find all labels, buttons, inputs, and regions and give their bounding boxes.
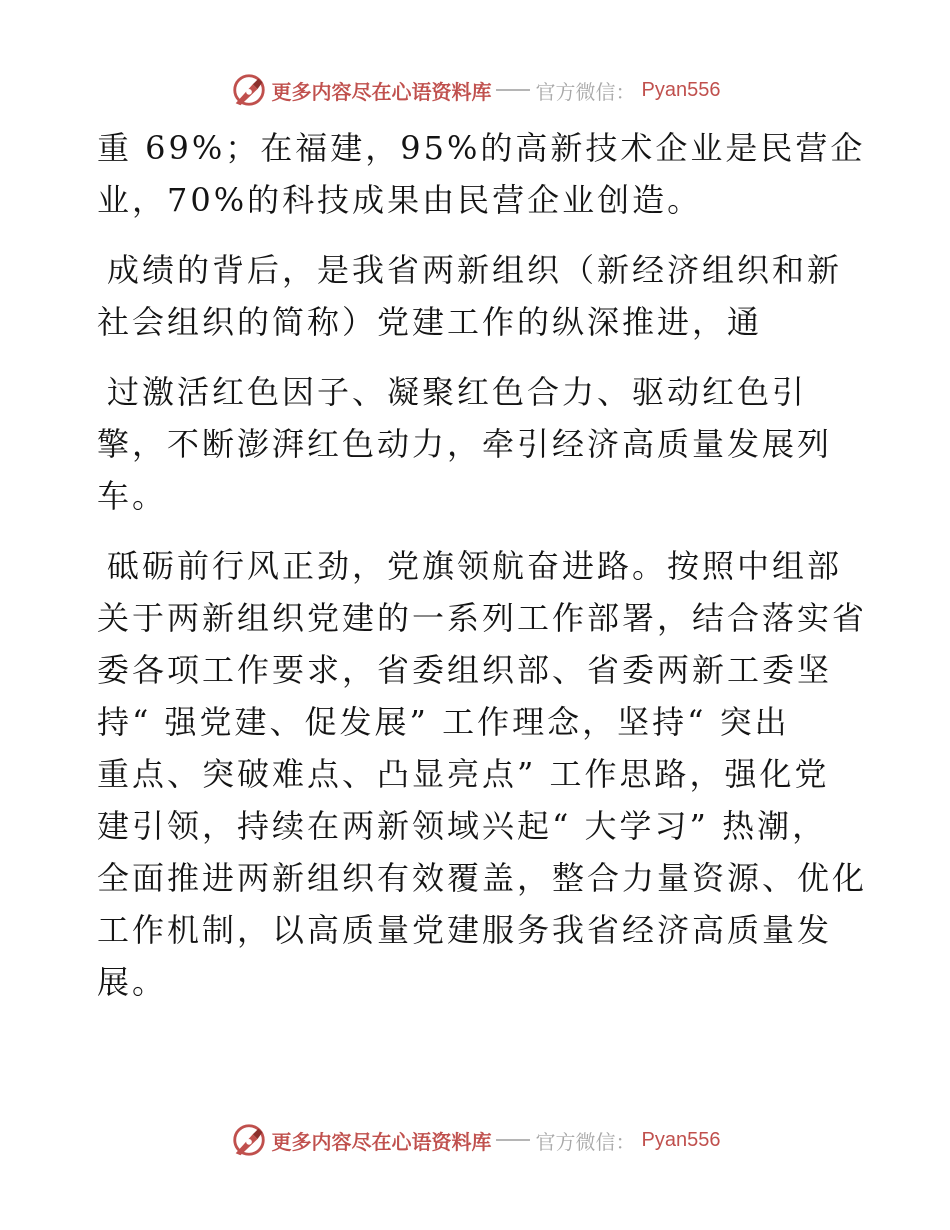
header-banner (0, 68, 950, 112)
wechat-label: 官方微信： (535, 79, 636, 104)
wechat-id: Pyan556 (641, 1128, 721, 1151)
text-line: 砥砺前行风正劲，党旗领航奋进路。按照中组部 (107, 547, 843, 585)
banner-separator (496, 89, 530, 91)
banner-slogan: 更多内容尽在心语资料库 (271, 1129, 492, 1154)
text-line: 重 69%；在福建，95%的高新技术企业是民营企 (97, 129, 866, 167)
paragraph-4 (97, 540, 868, 1008)
text-line: 展。 (97, 963, 168, 1001)
text-line: 重点、突破难点、凸显亮点” 工作思路，强化党 (97, 755, 830, 793)
text-line: 社会组织的简称）党建工作的纵深推进，通 (97, 303, 763, 341)
text-line: 全面推进两新组织有效覆盖，整合力量资源、优化 (97, 859, 868, 897)
text-line: 车。 (97, 477, 168, 515)
paragraph-2 (97, 244, 857, 348)
text-line: 工作机制，以高质量党建服务我省经济高质量发 (97, 911, 833, 949)
text-line: 擎，不断澎湃红色动力，牵引经济高质量发展列 (97, 425, 833, 463)
text-line: 持“ 强党建、促发展” 工作理念，坚持“ 突出 (97, 703, 790, 741)
document-body (97, 122, 868, 1026)
text-line: 委各项工作要求，省委组织部、省委两新工委坚 (97, 651, 833, 689)
banner-separator (496, 1139, 530, 1141)
pen-logo-icon (230, 1121, 268, 1159)
text-line: 过激活红色因子、凝聚红色合力、驱动红色引 (107, 373, 808, 411)
pen-logo-icon (230, 71, 268, 109)
footer-banner (0, 1118, 950, 1162)
text-line: 关于两新组织党建的一系列工作部署，结合落实省 (97, 599, 868, 637)
text-line: 建引领，持续在两新领域兴起“ 大学习” 热潮， (97, 807, 828, 845)
text-line: 成绩的背后，是我省两新组织（新经济组织和新 (107, 251, 843, 289)
paragraph-3 (97, 366, 857, 522)
paragraph-1 (97, 122, 866, 226)
wechat-id: Pyan556 (641, 78, 721, 101)
banner-slogan: 更多内容尽在心语资料库 (271, 79, 492, 104)
text-line: 业，70%的科技成果由民营企业创造。 (97, 181, 703, 219)
wechat-label: 官方微信： (535, 1129, 636, 1154)
